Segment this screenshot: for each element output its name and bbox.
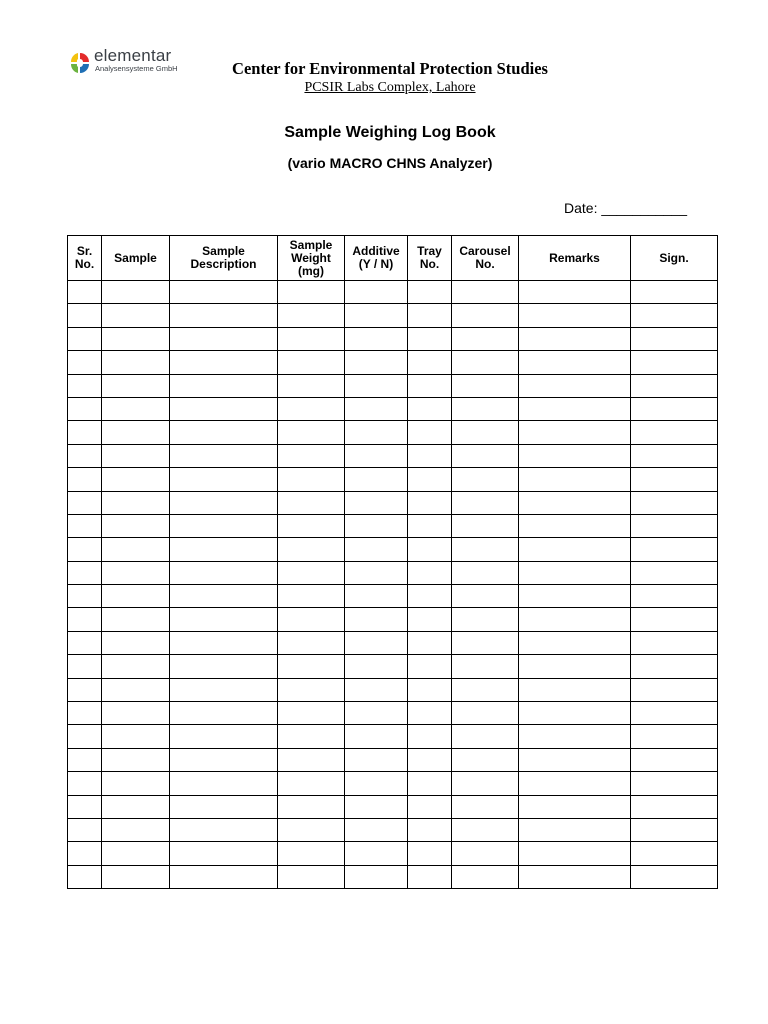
table-cell xyxy=(170,374,278,397)
table-cell xyxy=(68,351,102,374)
table-cell xyxy=(68,304,102,327)
table-cell xyxy=(452,678,519,701)
table-cell xyxy=(631,468,718,491)
table-cell xyxy=(102,374,170,397)
table-cell xyxy=(278,397,345,420)
table-cell xyxy=(68,818,102,841)
table-cell xyxy=(452,514,519,537)
header-sample-weight: Sample Weight (mg) xyxy=(278,236,345,281)
table-cell xyxy=(170,795,278,818)
table-cell xyxy=(519,281,631,304)
table-cell xyxy=(345,538,408,561)
table-header-row xyxy=(68,236,718,281)
table-cell xyxy=(170,397,278,420)
table-cell xyxy=(345,327,408,350)
log-table-body xyxy=(68,281,718,889)
table-cell xyxy=(631,421,718,444)
table-cell xyxy=(345,702,408,725)
table-cell xyxy=(519,421,631,444)
table-cell xyxy=(102,772,170,795)
header-remarks: Remarks xyxy=(519,236,631,281)
table-cell xyxy=(452,304,519,327)
table-cell xyxy=(102,655,170,678)
document-title: Sample Weighing Log Book xyxy=(284,124,496,141)
table-cell xyxy=(345,514,408,537)
table-cell xyxy=(519,655,631,678)
table-cell xyxy=(631,444,718,467)
table-cell xyxy=(452,702,519,725)
table-cell xyxy=(408,397,452,420)
table-cell xyxy=(278,865,345,888)
table-cell xyxy=(408,655,452,678)
table-row xyxy=(68,397,718,420)
table-cell xyxy=(278,538,345,561)
table-cell xyxy=(68,281,102,304)
table-row xyxy=(68,608,718,631)
table-row xyxy=(68,655,718,678)
table-row xyxy=(68,304,718,327)
table-cell xyxy=(345,631,408,654)
table-cell xyxy=(631,585,718,608)
table-cell xyxy=(408,444,452,467)
table-cell xyxy=(452,842,519,865)
table-cell xyxy=(102,748,170,771)
table-cell xyxy=(170,327,278,350)
table-cell xyxy=(170,631,278,654)
table-cell xyxy=(170,468,278,491)
table-cell xyxy=(631,304,718,327)
table-cell xyxy=(345,678,408,701)
table-cell xyxy=(519,608,631,631)
table-cell xyxy=(408,748,452,771)
table-cell xyxy=(278,608,345,631)
table-cell xyxy=(68,842,102,865)
table-cell xyxy=(452,491,519,514)
table-cell xyxy=(345,772,408,795)
table-cell xyxy=(278,655,345,678)
table-cell xyxy=(345,397,408,420)
table-cell xyxy=(345,374,408,397)
table-cell xyxy=(519,818,631,841)
table-cell xyxy=(519,678,631,701)
table-cell xyxy=(170,561,278,584)
table-cell xyxy=(408,491,452,514)
table-cell xyxy=(102,421,170,444)
table-cell xyxy=(102,725,170,748)
table-cell xyxy=(408,772,452,795)
table-cell xyxy=(408,374,452,397)
document-subtitle: (vario MACRO CHNS Analyzer) xyxy=(287,155,493,171)
table-cell xyxy=(345,351,408,374)
table-cell xyxy=(408,304,452,327)
table-cell xyxy=(519,795,631,818)
table-cell xyxy=(631,561,718,584)
table-cell xyxy=(452,561,519,584)
table-cell xyxy=(68,327,102,350)
table-cell xyxy=(68,631,102,654)
table-cell xyxy=(68,608,102,631)
table-cell xyxy=(170,725,278,748)
table-cell xyxy=(278,702,345,725)
table-cell xyxy=(170,772,278,795)
table-cell xyxy=(68,585,102,608)
organization-location: PCSIR Labs Complex, Lahore xyxy=(304,80,476,95)
table-row xyxy=(68,748,718,771)
table-cell xyxy=(170,678,278,701)
table-cell xyxy=(408,585,452,608)
table-cell xyxy=(408,795,452,818)
table-cell xyxy=(278,351,345,374)
header-additive: Additive (Y / N) xyxy=(345,236,408,281)
table-cell xyxy=(345,561,408,584)
table-cell xyxy=(68,748,102,771)
table-cell xyxy=(278,421,345,444)
table-cell xyxy=(345,725,408,748)
table-cell xyxy=(102,397,170,420)
table-cell xyxy=(170,585,278,608)
table-cell xyxy=(631,374,718,397)
table-cell xyxy=(519,842,631,865)
table-cell xyxy=(68,397,102,420)
table-cell xyxy=(519,491,631,514)
table-cell xyxy=(408,514,452,537)
table-cell xyxy=(408,725,452,748)
table-cell xyxy=(519,702,631,725)
table-cell xyxy=(452,374,519,397)
table-cell xyxy=(278,842,345,865)
table-row xyxy=(68,702,718,725)
table-row xyxy=(68,327,718,350)
table-cell xyxy=(345,818,408,841)
table-cell xyxy=(170,421,278,444)
table-cell xyxy=(452,397,519,420)
table-cell xyxy=(68,444,102,467)
table-cell xyxy=(278,818,345,841)
table-cell xyxy=(631,608,718,631)
table-cell xyxy=(345,608,408,631)
table-cell xyxy=(345,468,408,491)
table-cell xyxy=(278,514,345,537)
table-cell xyxy=(452,538,519,561)
header-sample: Sample xyxy=(102,236,170,281)
table-cell xyxy=(452,818,519,841)
table-cell xyxy=(519,304,631,327)
table-cell xyxy=(170,702,278,725)
table-cell xyxy=(278,772,345,795)
table-cell xyxy=(170,818,278,841)
table-cell xyxy=(631,514,718,537)
table-cell xyxy=(102,351,170,374)
table-cell xyxy=(452,444,519,467)
table-cell xyxy=(102,491,170,514)
table-cell xyxy=(170,538,278,561)
table-cell xyxy=(408,281,452,304)
table-cell xyxy=(278,725,345,748)
table-cell xyxy=(102,468,170,491)
table-cell xyxy=(102,561,170,584)
table-row xyxy=(68,468,718,491)
table-cell xyxy=(345,842,408,865)
table-cell xyxy=(408,678,452,701)
table-row xyxy=(68,444,718,467)
table-cell xyxy=(519,374,631,397)
table-cell xyxy=(631,538,718,561)
table-cell xyxy=(68,702,102,725)
table-cell xyxy=(170,351,278,374)
table-cell xyxy=(631,351,718,374)
log-table xyxy=(67,235,718,889)
table-cell xyxy=(102,795,170,818)
table-cell xyxy=(68,514,102,537)
table-cell xyxy=(631,491,718,514)
table-cell xyxy=(452,421,519,444)
table-row xyxy=(68,491,718,514)
table-cell xyxy=(278,468,345,491)
table-cell xyxy=(170,304,278,327)
table-cell xyxy=(170,655,278,678)
table-cell xyxy=(408,865,452,888)
table-cell xyxy=(631,725,718,748)
table-cell xyxy=(102,514,170,537)
header-sr-no: Sr. No. xyxy=(68,236,102,281)
table-cell xyxy=(170,842,278,865)
table-cell xyxy=(452,281,519,304)
table-cell xyxy=(631,865,718,888)
table-cell xyxy=(519,865,631,888)
table-cell xyxy=(345,795,408,818)
table-cell xyxy=(519,585,631,608)
table-row xyxy=(68,865,718,888)
table-cell xyxy=(345,748,408,771)
table-cell xyxy=(452,772,519,795)
table-cell xyxy=(452,865,519,888)
table-cell xyxy=(519,397,631,420)
table-cell xyxy=(408,327,452,350)
table-cell xyxy=(68,468,102,491)
header-sample-description: Sample Description xyxy=(170,236,278,281)
table-row xyxy=(68,514,718,537)
table-cell xyxy=(345,655,408,678)
table-cell xyxy=(631,655,718,678)
header-carousel-no: Carousel No. xyxy=(452,236,519,281)
table-cell xyxy=(408,702,452,725)
logo-subtitle-text: Analysensysteme GmbH xyxy=(95,64,178,73)
table-cell xyxy=(631,631,718,654)
table-cell xyxy=(345,304,408,327)
table-cell xyxy=(452,585,519,608)
table-cell xyxy=(519,725,631,748)
table-cell xyxy=(452,748,519,771)
table-cell xyxy=(408,818,452,841)
header-tray-no: Tray No. xyxy=(408,236,452,281)
table-cell xyxy=(102,702,170,725)
table-cell xyxy=(278,327,345,350)
table-cell xyxy=(408,631,452,654)
table-cell xyxy=(408,842,452,865)
table-cell xyxy=(519,444,631,467)
table-cell xyxy=(102,865,170,888)
table-cell xyxy=(102,678,170,701)
table-cell xyxy=(68,772,102,795)
table-row xyxy=(68,585,718,608)
table-cell xyxy=(345,281,408,304)
table-row xyxy=(68,795,718,818)
table-cell xyxy=(519,538,631,561)
table-cell xyxy=(278,444,345,467)
table-cell xyxy=(408,421,452,444)
table-cell xyxy=(631,818,718,841)
table-cell xyxy=(519,748,631,771)
table-cell xyxy=(170,444,278,467)
table-cell xyxy=(452,351,519,374)
table-cell xyxy=(345,491,408,514)
table-cell xyxy=(519,327,631,350)
table-cell xyxy=(345,865,408,888)
table-cell xyxy=(68,374,102,397)
table-row xyxy=(68,842,718,865)
table-cell xyxy=(278,561,345,584)
table-cell xyxy=(631,748,718,771)
table-row xyxy=(68,351,718,374)
table-cell xyxy=(452,655,519,678)
table-cell xyxy=(102,842,170,865)
table-cell xyxy=(519,561,631,584)
table-cell xyxy=(631,795,718,818)
table-cell xyxy=(170,865,278,888)
table-cell xyxy=(102,585,170,608)
table-cell xyxy=(278,631,345,654)
table-cell xyxy=(68,561,102,584)
table-cell xyxy=(68,725,102,748)
table-cell xyxy=(68,491,102,514)
table-cell xyxy=(68,865,102,888)
table-cell xyxy=(278,491,345,514)
table-cell xyxy=(278,795,345,818)
table-cell xyxy=(408,468,452,491)
table-cell xyxy=(102,281,170,304)
table-cell xyxy=(345,444,408,467)
table-cell xyxy=(408,538,452,561)
table-cell xyxy=(345,585,408,608)
table-cell xyxy=(278,585,345,608)
table-cell xyxy=(631,397,718,420)
table-cell xyxy=(452,608,519,631)
table-cell xyxy=(102,304,170,327)
table-cell xyxy=(170,514,278,537)
table-cell xyxy=(519,631,631,654)
table-row xyxy=(68,818,718,841)
table-row xyxy=(68,725,718,748)
table-cell xyxy=(102,631,170,654)
table-row xyxy=(68,631,718,654)
table-cell xyxy=(68,538,102,561)
table-cell xyxy=(102,538,170,561)
table-cell xyxy=(278,678,345,701)
table-cell xyxy=(631,327,718,350)
table-cell xyxy=(452,631,519,654)
table-cell xyxy=(278,748,345,771)
table-row xyxy=(68,772,718,795)
table-row xyxy=(68,421,718,444)
table-cell xyxy=(102,608,170,631)
table-cell xyxy=(102,327,170,350)
organization-name: Center for Environmental Protection Studies xyxy=(232,59,548,78)
table-cell xyxy=(170,491,278,514)
table-cell xyxy=(102,818,170,841)
table-cell xyxy=(278,281,345,304)
table-cell xyxy=(68,678,102,701)
table-cell xyxy=(631,678,718,701)
table-row xyxy=(68,561,718,584)
table-cell xyxy=(170,748,278,771)
header-sign: Sign. xyxy=(631,236,718,281)
table-cell xyxy=(408,351,452,374)
table-cell xyxy=(68,795,102,818)
table-row xyxy=(68,374,718,397)
table-cell xyxy=(102,444,170,467)
table-cell xyxy=(408,561,452,584)
table-row xyxy=(68,678,718,701)
table-cell xyxy=(68,421,102,444)
table-cell xyxy=(452,468,519,491)
table-cell xyxy=(519,351,631,374)
table-cell xyxy=(631,842,718,865)
table-cell xyxy=(519,468,631,491)
table-cell xyxy=(278,304,345,327)
table-cell xyxy=(452,725,519,748)
table-row xyxy=(68,538,718,561)
table-cell xyxy=(408,608,452,631)
table-cell xyxy=(631,281,718,304)
table-cell xyxy=(519,514,631,537)
table-cell xyxy=(170,608,278,631)
table-cell xyxy=(452,795,519,818)
table-row xyxy=(68,281,718,304)
table-cell xyxy=(170,281,278,304)
table-cell xyxy=(631,702,718,725)
table-cell xyxy=(452,327,519,350)
table-cell xyxy=(345,421,408,444)
logo-brand-text: elementar xyxy=(94,46,172,65)
table-cell xyxy=(519,772,631,795)
table-cell xyxy=(68,655,102,678)
table-cell xyxy=(631,772,718,795)
date-field-label: Date: ___________ xyxy=(564,200,687,216)
table-cell xyxy=(278,374,345,397)
